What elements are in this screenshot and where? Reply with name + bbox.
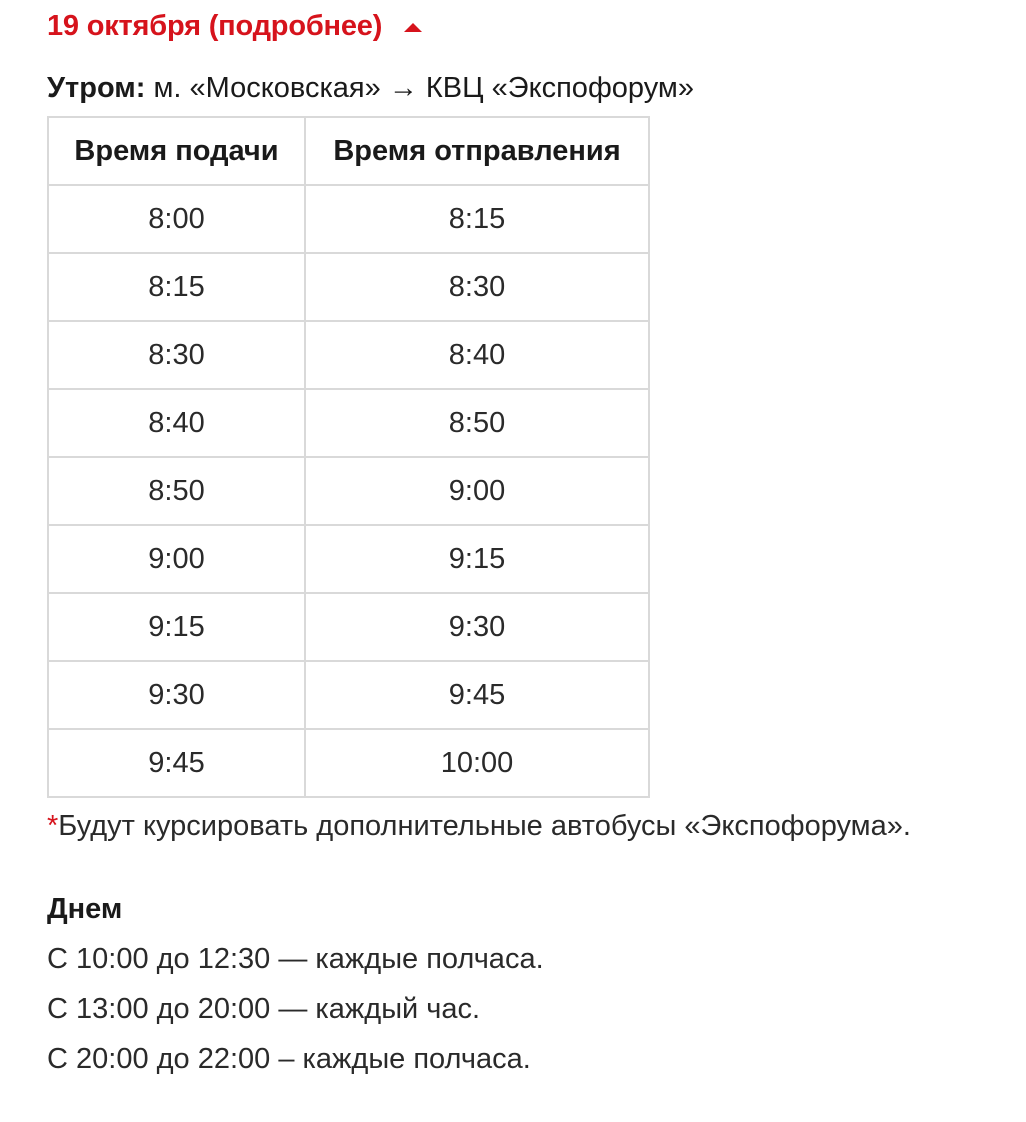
schedule-section [47,0,1007,1084]
table-row [48,593,649,661]
footnote [47,804,1007,848]
column-header-arrival: Время подачи [48,117,305,185]
departure-time-cell: 8:15 [305,185,649,253]
arrival-time-cell: 8:00 [48,185,305,253]
daytime-line: С 13:00 до 20:00 — каждый час. [47,993,481,1025]
arrival-time-cell: 9:00 [48,525,305,593]
details-toggle-label[interactable]: 19 октября (подробнее) [47,9,383,42]
daytime-line: С 10:00 до 12:30 — каждые полчаса. [47,943,544,975]
footnote-asterisk: * [47,810,59,842]
table-header-row [48,117,649,185]
arrival-time-cell: 8:40 [48,389,305,457]
departure-time-cell: 8:50 [305,389,649,457]
departure-time-cell: 9:15 [305,525,649,593]
departure-time-cell: 9:30 [305,593,649,661]
daytime-line: С 20:00 до 22:00 – каждые полчаса. [47,1043,531,1075]
table-row [48,253,649,321]
schedule-table [47,116,650,798]
table-row [48,661,649,729]
arrival-time-cell: 8:50 [48,457,305,525]
departure-time-cell: 10:00 [305,729,649,797]
caret-up-icon[interactable] [404,23,422,32]
departure-time-cell: 9:00 [305,457,649,525]
details-toggle[interactable] [47,0,1007,52]
morning-route-text: м. «Московская» → КВЦ «Экспофорум» [145,72,694,104]
departure-time-cell: 8:40 [305,321,649,389]
column-header-departure: Время отправления [305,117,649,185]
table-row [48,321,649,389]
table-row [48,389,649,457]
arrival-time-cell: 8:30 [48,321,305,389]
arrival-time-cell: 9:15 [48,593,305,661]
footnote-text: Будут курсировать дополнительные автобусы «Экспофорума». [58,810,911,842]
morning-route [47,62,1007,114]
table-row [48,729,649,797]
arrival-time-cell: 9:45 [48,729,305,797]
table-row [48,457,649,525]
morning-label: Утром: [47,72,146,104]
departure-time-cell: 9:45 [305,661,649,729]
arrival-time-cell: 8:15 [48,253,305,321]
daytime-heading: Днем [47,893,123,925]
table-row [48,185,649,253]
arrival-time-cell: 9:30 [48,661,305,729]
table-row [48,525,649,593]
departure-time-cell: 8:30 [305,253,649,321]
